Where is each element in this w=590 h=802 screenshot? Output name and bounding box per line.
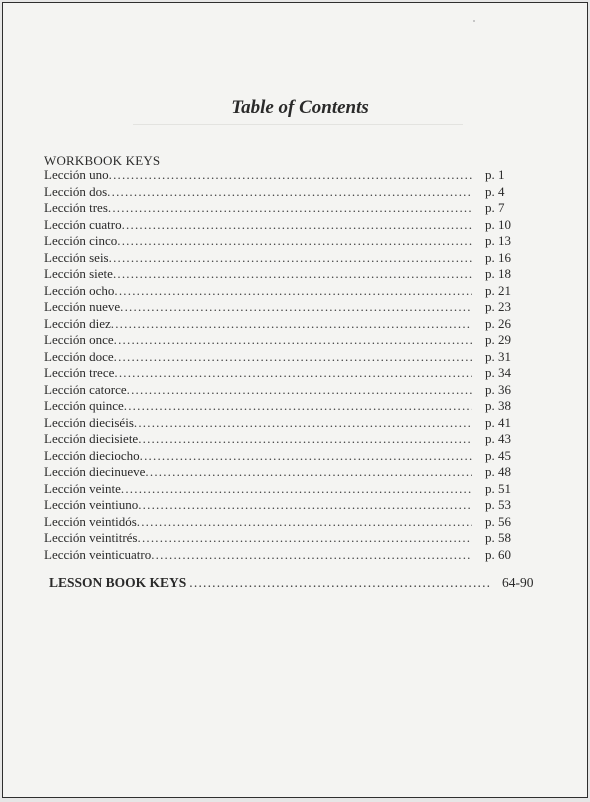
- dot-leader: [117, 233, 472, 250]
- toc-entry-page: p. 60: [485, 546, 511, 562]
- toc-entry: [44, 481, 514, 498]
- toc-entry-page: p. 26: [485, 315, 511, 331]
- toc-entry-label: Lección dos: [44, 183, 108, 199]
- toc-entry-page: p. 7: [485, 200, 505, 215]
- toc-entry-label: Lección catorce: [44, 381, 127, 397]
- toc-entry-label: Lección doce: [44, 348, 114, 364]
- toc-entry-page: p. 21: [485, 282, 511, 298]
- toc-entry: [44, 217, 514, 234]
- toc-entry-page: p. 29: [485, 332, 511, 347]
- toc-entry-label: Lección veinte: [44, 480, 121, 496]
- toc-entry-label: Lección cuatro: [44, 216, 122, 232]
- page-speck: [473, 20, 475, 22]
- toc-entry-label: Lección tres: [44, 200, 108, 215]
- toc-entry: [44, 415, 514, 432]
- dot-leader: [114, 332, 472, 349]
- dot-leader: [114, 349, 472, 366]
- dot-leader: [113, 266, 472, 283]
- dot-leader: [109, 167, 472, 184]
- dot-leader: [109, 250, 472, 267]
- toc-entry: [44, 167, 514, 184]
- toc-entry: [44, 200, 514, 217]
- toc-entry: [44, 464, 514, 481]
- toc-entry-page: p. 13: [485, 233, 511, 248]
- toc-entry-label: Lección veintidós: [44, 513, 137, 529]
- toc-entry: [44, 547, 514, 564]
- toc-entry-label: Lección seis: [44, 249, 109, 265]
- dot-leader: [124, 398, 472, 415]
- lesson-book-keys-entry: [44, 575, 542, 591]
- dot-leader: [137, 514, 472, 531]
- dot-leader: [138, 497, 472, 514]
- toc-entry-page: p. 4: [485, 183, 505, 199]
- document-page: [2, 2, 588, 798]
- title-underline: [133, 124, 463, 125]
- dot-leader: [114, 365, 472, 382]
- toc-entry-label: Lección nueve: [44, 299, 121, 314]
- toc-entry: [44, 365, 514, 382]
- toc-entry-page: p. 23: [485, 299, 511, 314]
- toc-entry-page: p. 16: [485, 249, 511, 265]
- toc-entry-label: Lección siete: [44, 266, 113, 281]
- dot-leader: [114, 283, 472, 300]
- toc-entry-page: p. 34: [485, 365, 511, 380]
- toc-entry-label: Lección veintiuno: [44, 497, 139, 512]
- toc-entry-page: p. 48: [485, 464, 511, 479]
- dot-leader: [127, 382, 472, 399]
- toc-entry: [44, 316, 514, 333]
- toc-entry-label: Lección dieciocho: [44, 447, 140, 463]
- toc-entry: [44, 530, 514, 547]
- toc-entry: [44, 349, 514, 366]
- dot-leader: [138, 530, 473, 547]
- lesson-book-keys-pages: 64-90: [502, 575, 534, 590]
- workbook-keys-heading: WORKBOOK KEYS: [44, 153, 161, 168]
- toc-entry: [44, 497, 514, 514]
- toc-entry-page: p. 51: [485, 480, 511, 496]
- dot-leader: [145, 464, 472, 481]
- dot-leader: [138, 431, 472, 448]
- toc-entry-label: Lección diecinueve: [44, 464, 146, 479]
- lesson-book-keys-label: LESSON BOOK KEYS: [49, 575, 187, 590]
- toc-entry-page: p. 45: [485, 447, 511, 463]
- toc-entry: [44, 514, 514, 531]
- toc-entry-page: p. 43: [485, 431, 511, 446]
- toc-entry: [44, 250, 514, 267]
- dot-leader: [108, 200, 472, 217]
- toc-entry-label: Lección veintitrés: [44, 530, 138, 545]
- toc-entry-label: Lección trece: [44, 365, 115, 380]
- toc-entry-label: Lección veinticuatro: [44, 546, 152, 562]
- toc-entry: [44, 382, 514, 399]
- toc-entry-page: p. 18: [485, 266, 511, 281]
- dot-leader: [134, 415, 472, 432]
- toc-entry-page: p. 38: [485, 398, 511, 413]
- dot-leader: [189, 575, 490, 591]
- page-title: Table of Contents: [231, 97, 369, 118]
- toc-entry: [44, 266, 514, 283]
- toc-entry-page: p. 31: [485, 348, 511, 364]
- dot-leader: [120, 299, 472, 316]
- dot-leader: [107, 184, 472, 201]
- dot-leader: [122, 217, 472, 234]
- toc-entry-page: p. 53: [485, 497, 511, 512]
- toc-entry-page: p. 10: [485, 216, 511, 232]
- toc-entry-page: p. 56: [485, 513, 511, 529]
- toc-entry-label: Lección diecisiete: [44, 431, 139, 446]
- toc-entry-label: Lección diez: [44, 315, 111, 331]
- dot-leader: [140, 448, 472, 465]
- toc-entry: [44, 184, 514, 201]
- workbook-toc-list: [44, 167, 514, 563]
- toc-entry: [44, 233, 514, 250]
- toc-entry: [44, 431, 514, 448]
- toc-entry-label: Lección once: [44, 332, 114, 347]
- toc-entry: [44, 332, 514, 349]
- toc-entry: [44, 299, 514, 316]
- toc-entry-label: Lección ocho: [44, 282, 115, 298]
- toc-entry-label: Lección quince: [44, 398, 124, 413]
- toc-entry-page: p. 41: [485, 414, 511, 430]
- toc-entry-label: Lección dieciséis: [44, 414, 134, 430]
- dot-leader: [151, 547, 472, 564]
- dot-leader: [111, 316, 472, 333]
- toc-entry-page: p. 1: [485, 167, 505, 182]
- toc-entry-label: Lección cinco: [44, 233, 118, 248]
- toc-entry: [44, 398, 514, 415]
- dot-leader: [121, 481, 472, 498]
- toc-entry-page: p. 58: [485, 530, 511, 545]
- toc-entry: [44, 283, 514, 300]
- toc-entry-page: p. 36: [485, 381, 511, 397]
- toc-entry: [44, 448, 514, 465]
- toc-entry-label: Lección uno: [44, 167, 109, 182]
